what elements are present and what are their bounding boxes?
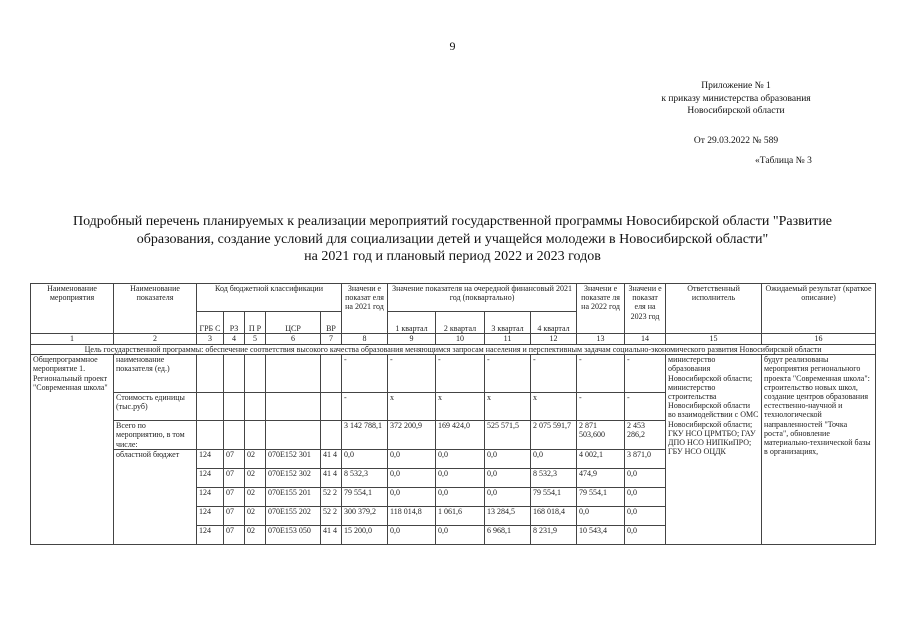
executor-cell: министерство образования Новосибирской области; министерство строительства Новосибирской области во взаимодействии с ОМС Новосибирской области; ГКУ НСО ЦРМТБО; ГАУ ДПО НСО НИПКиПРО; ГБУ НСО ОЦДК <box>666 355 762 545</box>
column-number: 8 <box>342 334 388 345</box>
header-quarterly: Значение показателя на очередной финансовый 2021 год (поквартально) <box>388 284 577 312</box>
header-value-2023: Значени е показат еля на 2023 год <box>625 284 666 334</box>
value-cell: - <box>342 355 388 393</box>
header-value-2022: Значени е показате ля на 2022 год <box>577 284 625 334</box>
value-cell: 10 543,4 <box>577 526 625 545</box>
pr-cell: 02 <box>245 450 266 469</box>
header-value-2021: Значени е показат еля на 2021 год <box>342 284 388 334</box>
value-cell: 168 018,4 <box>531 507 577 526</box>
column-number: 9 <box>388 334 436 345</box>
value-cell: - <box>342 393 388 421</box>
value-cell: 118 014,8 <box>388 507 436 526</box>
title-line: на 2021 год и плановый период 2022 и 2023 годов <box>304 249 601 264</box>
value-cell: х <box>531 393 577 421</box>
csr-cell: 070Е155 202 <box>266 507 321 526</box>
value-cell: 0,0 <box>436 469 485 488</box>
budget-label-cell: областной бюджет <box>114 450 197 545</box>
column-number: 15 <box>666 334 762 345</box>
csr-cell: 070Е152 302 <box>266 469 321 488</box>
column-number: 1 <box>31 334 114 345</box>
value-cell: 0,0 <box>531 450 577 469</box>
value-cell: 1 061,6 <box>436 507 485 526</box>
value-cell: 372 200,9 <box>388 421 436 450</box>
value-cell: - <box>436 355 485 393</box>
page-number: 9 <box>449 39 456 53</box>
header-csr: ЦСР <box>266 312 321 334</box>
program-goal: Цель государственной программы: обеспечение соответствия высокого качества образования меняющимся запросам населения и перспективным задачам социально-экономического развития Новосибирской области <box>31 345 876 355</box>
value-cell: 2 871 503,600 <box>577 421 625 450</box>
rz-cell: 07 <box>224 507 245 526</box>
value-cell: 0,0 <box>625 507 666 526</box>
value-cell: - <box>625 355 666 393</box>
document-title <box>0 213 905 266</box>
pr-cell: 02 <box>245 469 266 488</box>
header-result: Ожидаемый результат (краткое описание) <box>762 284 876 334</box>
header-q4: 4 квартал <box>531 312 577 334</box>
column-number: 4 <box>224 334 245 345</box>
value-cell: 79 554,1 <box>577 488 625 507</box>
value-cell: 169 424,0 <box>436 421 485 450</box>
column-number: 12 <box>531 334 577 345</box>
rz-cell: 07 <box>224 488 245 507</box>
column-number: 7 <box>321 334 342 345</box>
appendix-line: к приказу министерства образования <box>661 93 811 104</box>
value-cell: 0,0 <box>436 450 485 469</box>
value-cell: - <box>388 355 436 393</box>
value-cell: 8 532,3 <box>531 469 577 488</box>
value-cell: 0,0 <box>436 488 485 507</box>
grbs-cell: 124 <box>197 450 224 469</box>
grbs-cell: 124 <box>197 507 224 526</box>
value-cell: 0,0 <box>625 469 666 488</box>
indicator-cell: наименование показателя (ед.) <box>114 355 197 393</box>
header-rz: РЗ <box>224 312 245 334</box>
value-cell: 79 554,1 <box>342 488 388 507</box>
vr-cell: 52 2 <box>321 488 342 507</box>
value-cell: х <box>485 393 531 421</box>
column-number: 2 <box>114 334 197 345</box>
event-name-cell: Общепрограммное мероприятие 1. Региональный проект "Современная школа" <box>31 355 114 545</box>
value-cell: - <box>531 355 577 393</box>
vr-cell: 41 4 <box>321 526 342 545</box>
appendix-line: Новосибирской области <box>687 106 785 116</box>
csr-cell: 070Е153 050 <box>266 526 321 545</box>
value-cell: 13 284,5 <box>485 507 531 526</box>
header-q3: 3 квартал <box>485 312 531 334</box>
column-number: 5 <box>245 334 266 345</box>
value-cell: 0,0 <box>342 450 388 469</box>
value-cell: 525 571,5 <box>485 421 531 450</box>
header-indicator-name: Наименование показателя <box>114 284 197 334</box>
indicator-cell: Всего по мероприятию, в том числе: <box>114 421 197 450</box>
appendix-line: Приложение № 1 <box>701 81 771 91</box>
vr-cell: 52 2 <box>321 507 342 526</box>
table-row <box>31 355 876 393</box>
value-cell: 4 002,1 <box>577 450 625 469</box>
value-cell: - <box>577 393 625 421</box>
value-cell: - <box>577 355 625 393</box>
value-cell: х <box>388 393 436 421</box>
value-cell: 0,0 <box>625 526 666 545</box>
value-cell: 0,0 <box>485 450 531 469</box>
column-number: 14 <box>625 334 666 345</box>
vr-cell: 41 4 <box>321 469 342 488</box>
events-table <box>30 283 876 545</box>
column-number: 11 <box>485 334 531 345</box>
value-cell: 0,0 <box>436 526 485 545</box>
rz-cell: 07 <box>224 450 245 469</box>
pr-cell: 02 <box>245 488 266 507</box>
value-cell: 300 379,2 <box>342 507 388 526</box>
header-executor: Ответственный исполнитель <box>666 284 762 334</box>
header-q1: 1 квартал <box>388 312 436 334</box>
rz-cell: 07 <box>224 526 245 545</box>
vr-cell: 41 4 <box>321 450 342 469</box>
header-event-name: Наименование мероприятия <box>31 284 114 334</box>
rz-cell: 07 <box>224 469 245 488</box>
column-number: 6 <box>266 334 321 345</box>
title-line: образования, создание условий для социализации детей и учащейся молодежи в Новосибирской области" <box>136 231 769 247</box>
value-cell: 8 231,9 <box>531 526 577 545</box>
value-cell: - <box>625 393 666 421</box>
column-number: 16 <box>762 334 876 345</box>
column-number: 10 <box>436 334 485 345</box>
value-cell: 2 453 286,2 <box>625 421 666 450</box>
value-cell: 8 532,3 <box>342 469 388 488</box>
grbs-cell: 124 <box>197 488 224 507</box>
value-cell: 79 554,1 <box>531 488 577 507</box>
value-cell: - <box>485 355 531 393</box>
value-cell: 6 968,1 <box>485 526 531 545</box>
appendix-order-date: От 29.03.2022 № 589 <box>693 135 779 146</box>
value-cell: 0,0 <box>625 488 666 507</box>
header-budget-code: Код бюджетной классификации <box>197 284 342 312</box>
value-cell: 0,0 <box>485 488 531 507</box>
value-cell: 0,0 <box>388 469 436 488</box>
value-cell: 0,0 <box>388 526 436 545</box>
result-cell: будут реализованы мероприятия регионального проекта "Современная школа": строительство новых школ, создание центров образования естественно-научной и технологической направленностей "Точка роста", обновление материально-технической базы в организациях, <box>762 355 876 545</box>
value-cell: 0,0 <box>577 507 625 526</box>
value-cell: 2 075 591,7 <box>531 421 577 450</box>
header-vr: ВР <box>321 312 342 334</box>
value-cell: 3 142 788,1 <box>342 421 388 450</box>
pr-cell: 02 <box>245 526 266 545</box>
csr-cell: 070Е155 201 <box>266 488 321 507</box>
pr-cell: 02 <box>245 507 266 526</box>
column-number: 3 <box>197 334 224 345</box>
value-cell: 0,0 <box>485 469 531 488</box>
grbs-cell: 124 <box>197 469 224 488</box>
grbs-cell: 124 <box>197 526 224 545</box>
header-pr: П Р <box>245 312 266 334</box>
value-cell: 15 200,0 <box>342 526 388 545</box>
table-number: «Таблица № 3 <box>755 156 812 166</box>
appendix-block <box>636 80 836 147</box>
value-cell: 474,9 <box>577 469 625 488</box>
value-cell: 0,0 <box>388 450 436 469</box>
column-number: 13 <box>577 334 625 345</box>
value-cell: 3 871,0 <box>625 450 666 469</box>
indicator-cell: Стоимость единицы (тыс.руб) <box>114 393 197 421</box>
csr-cell: 070Е152 301 <box>266 450 321 469</box>
value-cell: х <box>436 393 485 421</box>
title-line: Подробный перечень планируемых к реализации мероприятий государственной программы Новосибирской области "Развитие <box>72 214 833 229</box>
value-cell: 0,0 <box>388 488 436 507</box>
header-q2: 2 квартал <box>436 312 485 334</box>
header-grbs: ГРБ С <box>197 312 224 334</box>
